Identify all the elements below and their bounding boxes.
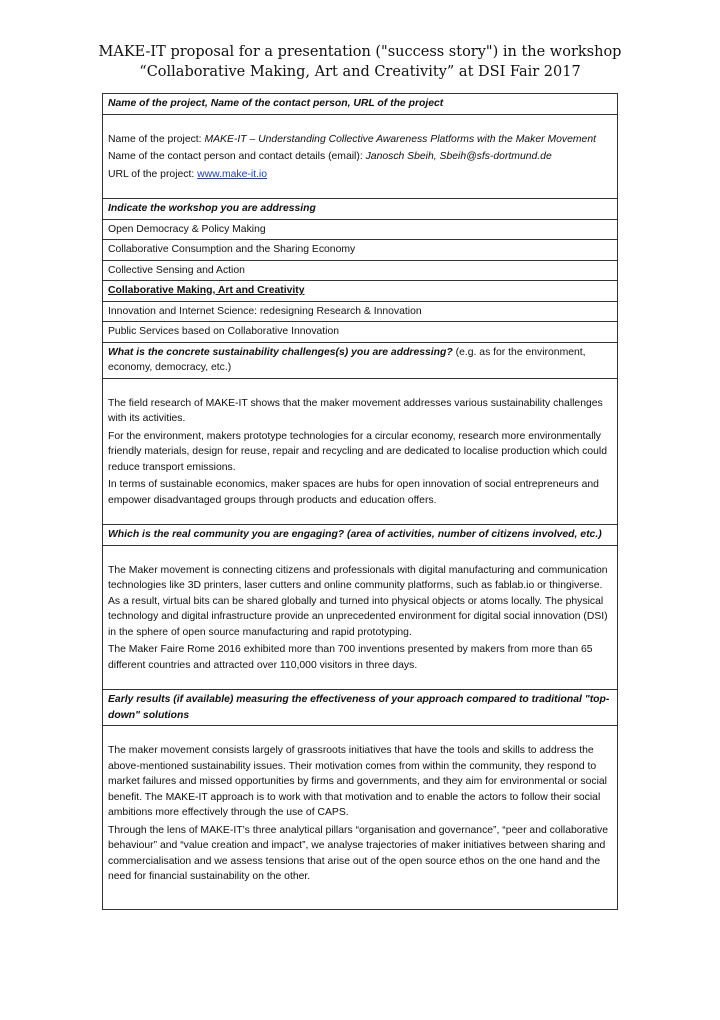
- project-url-link[interactable]: www.make-it.io: [197, 168, 268, 180]
- workshop-option-1: Collaborative Consumption and the Sharing Economy: [103, 240, 618, 261]
- section-results-header: Early results (if available) measuring the effectiveness of your approach compared to traditional "top-down" solutions: [103, 690, 618, 726]
- sustainability-question-note: (e.g. as for the environment, economy, democracy, etc.): [108, 346, 586, 373]
- section-project-header: Name of the project, Name of the contact person, URL of the project: [103, 94, 618, 115]
- workshop-option-2: Collective Sensing and Action: [103, 260, 618, 281]
- section-workshop-header-row: [103, 199, 618, 220]
- section-sustainability-body-row: [103, 378, 618, 525]
- workshop-option-row: [103, 219, 618, 240]
- section-workshop-header: Indicate the workshop you are addressing: [103, 199, 618, 220]
- workshop-option-row: [103, 301, 618, 322]
- section-project-body-row: [103, 114, 618, 199]
- section-sustainability-body: [103, 378, 618, 525]
- paragraph: The Maker movement is connecting citizens and professionals with digital manufacturing and communication technologies like 3D printers, laser cutters and online community platforms, such as fablab.io or thingiverse. As a result, virtual bits can be shared globally and turned into physical objects or atoms locally. The physical technology and digital infrastructure provide an unprecedented environment for digital social innovation (DSI) in the sphere of open source manufacturing and rapid prototyping.: [108, 564, 608, 638]
- workshop-option-0: Open Democracy & Policy Making: [103, 219, 618, 240]
- section-community-header-row: [103, 525, 618, 546]
- paragraph: The Maker Faire Rome 2016 exhibited more than 700 inventions presented by makers from more than 65 different countries and attracted over 110,000 visitors in three days.: [108, 644, 593, 671]
- project-name-value: MAKE-IT – Understanding Collective Awareness Platforms with the Maker Movement: [204, 133, 596, 145]
- section-community-body-row: [103, 545, 618, 690]
- section-project-header-row: [103, 94, 618, 115]
- section-results-header-row: [103, 690, 618, 726]
- paragraph: The field research of MAKE-IT shows that the maker movement addresses various sustainability challenges with its activities.: [108, 397, 603, 424]
- workshop-option-row: [103, 322, 618, 343]
- paragraph: The maker movement consists largely of grassroots initiatives that have the tools and skills to address the above-mentioned sustainability issues. Their motivation comes from within the community, they respond to market failures and missed opportunities by firms and governments, and they aim for environmental or social benefit. The MAKE-IT approach is to work with that motivation and to enable the actors to follow their social ambitions more effectively through the use of CAPS.: [108, 745, 607, 818]
- paragraph: Through the lens of MAKE-IT’s three analytical pillars “organisation and governance”, “peer and collaborative behaviour” and “value creation and impact”, we analyse trajectories of maker initiatives between sharing and commercialisation and we assess tensions that arise out of the open source ethos on the one hand and the need for financial sustainability on the other.: [108, 824, 608, 882]
- document-title: [0, 42, 720, 82]
- workshop-option-row: [103, 260, 618, 281]
- section-project-body: [103, 114, 618, 199]
- workshop-option-row: [103, 240, 618, 261]
- project-name-label: Name of the project:: [108, 133, 205, 145]
- workshop-option-5: Public Services based on Collaborative Innovation: [103, 322, 618, 343]
- project-name-line: [108, 132, 612, 148]
- section-community-header: Which is the real community you are engaging? (area of activities, number of citizens involved, etc.): [103, 525, 618, 546]
- title-line-1: MAKE-IT proposal for a presentation ("success story") in the workshop: [98, 44, 622, 60]
- section-results-body-row: [103, 726, 618, 910]
- section-sustainability-header-row: [103, 342, 618, 378]
- workshop-option-3-selected: Collaborative Making, Art and Creativity: [103, 281, 618, 302]
- contact-value: Janosch Sbeih, Sbeih@sfs-dortmund.de: [365, 151, 552, 162]
- section-results-body: [103, 726, 618, 910]
- paragraph: In terms of sustainable economics, maker spaces are hubs for open innovation of social entrepreneurs and empower disadvantaged groups through products and education offers.: [108, 479, 599, 506]
- sustainability-question: What is the concrete sustainability challenges(s) you are addressing?: [108, 346, 453, 358]
- workshop-option-row: [103, 281, 618, 302]
- section-sustainability-header: [103, 342, 618, 378]
- proposal-form-table: [102, 93, 618, 910]
- paragraph: For the environment, makers prototype technologies for a circular economy, research more environmentally friendly materials, design for reuse, repair and recycling and are dedicated to localise production which could reduce transport emissions.: [108, 430, 608, 473]
- url-line: [108, 167, 612, 183]
- section-community-body: [103, 545, 618, 690]
- contact-line: [108, 149, 612, 165]
- contact-label: Name of the contact person and contact details (email):: [108, 151, 366, 162]
- url-label: URL of the project:: [108, 168, 198, 180]
- title-line-2: “Collaborative Making, Art and Creativity” at DSI Fair 2017: [139, 64, 581, 80]
- workshop-option-4: Innovation and Internet Science: redesigning Research & Innovation: [103, 301, 618, 322]
